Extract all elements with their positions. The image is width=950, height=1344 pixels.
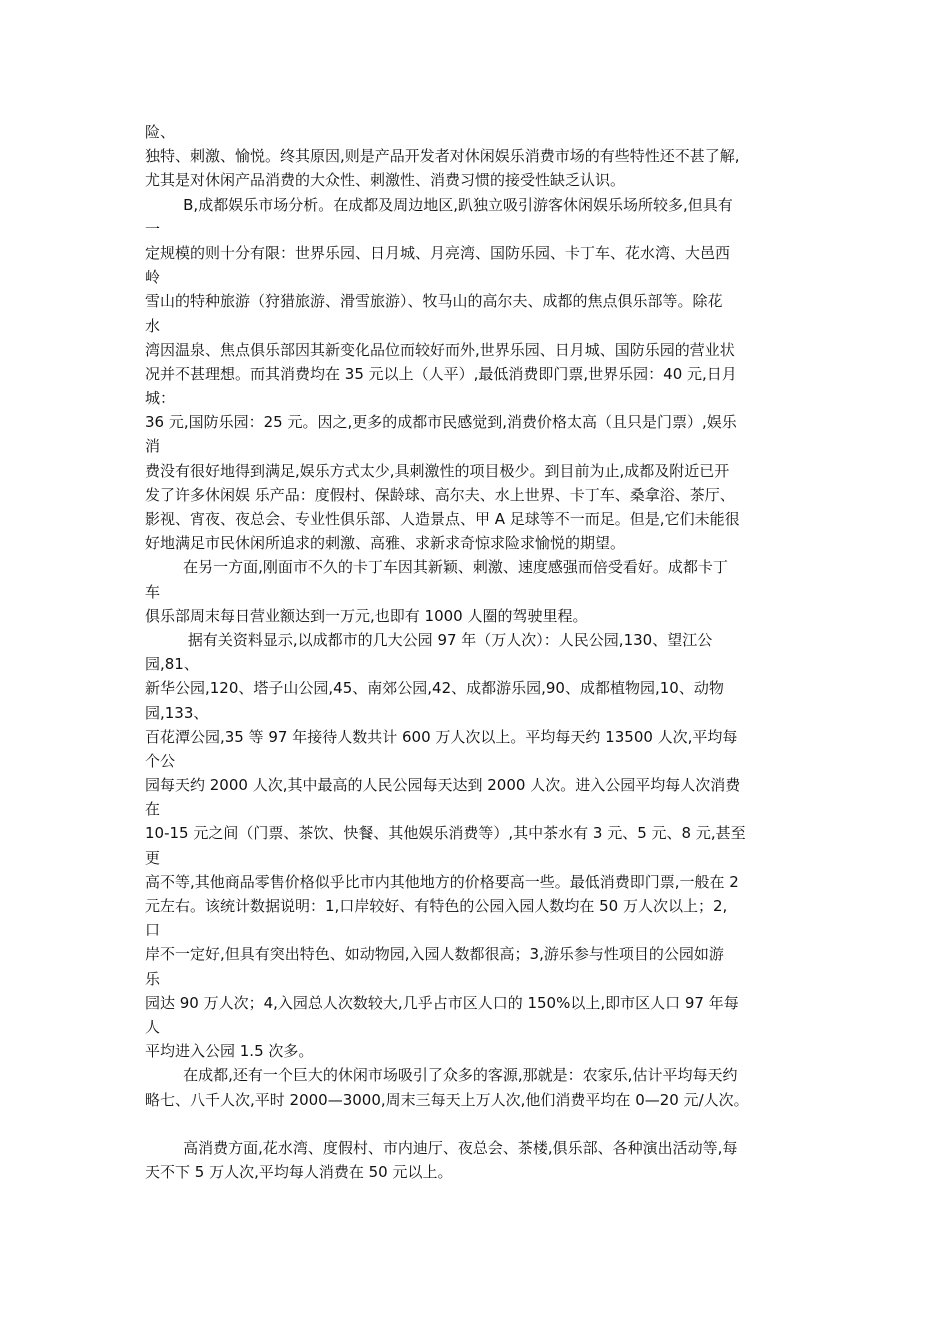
- text-line: 园,133、: [145, 703, 209, 722]
- text-line: 消: [145, 437, 161, 456]
- text-line: 车: [145, 582, 161, 601]
- text-line: 水: [145, 316, 161, 335]
- text-line: 平均进入公园 1.5 次多。: [145, 1042, 314, 1061]
- text-line: 新华公园,120、塔子山公园,45、南郊公园,42、成都游乐园,90、成都植物园,10、动物: [145, 679, 724, 698]
- text-line: 百花潭公园,35 等 97 年接待人数共计 600 万人次以上。平均每天约 13500 人次,平均每: [145, 727, 738, 746]
- text-line: 尤其是对休闲产品消费的大众性、刺激性、消费习惯的接受性缺乏认识。: [145, 171, 626, 190]
- text-line: 据有关资料显示,以成都市的几大公园 97 年（万人次）：人民公园,130、望江公: [145, 630, 713, 649]
- text-line: 发了许多休闲娱 乐产品：度假村、保龄球、高尔夫、水上世界、卡丁车、桑拿浴、茶厅、: [145, 485, 735, 504]
- text-line: 高消费方面,花水湾、度假村、市内迪厅、夜总会、茶楼,俱乐部、各种演出活动等,每: [145, 1138, 738, 1157]
- text-line: 园每天约 2000 人次,其中最高的人民公园每天达到 2000 人次。进入公园平均每人次消费: [145, 776, 741, 795]
- text-line: 岸不一定好,但具有突出特色、如动物园,入园人数都很高；3,游乐参与性项目的公园如游: [145, 945, 724, 964]
- text-line: 园,81、: [145, 655, 199, 674]
- text-line: 在成都,还有一个巨大的休闲市场吸引了众多的客源,那就是：农家乐,估计平均每天约: [145, 1066, 738, 1085]
- text-line: 影视、宵夜、夜总会、专业性俱乐部、人造景点、甲 A 足球等不一而足。但是,它们未能很: [145, 510, 740, 528]
- text-line: 元左右。该统计数据说明：1,口岸较好、有特色的公园入园人数均在 50 万人次以上；2,: [145, 897, 728, 915]
- text-line: 岭: [145, 268, 161, 287]
- text-line: 乐: [145, 969, 161, 988]
- text-line: 湾因温泉、焦点俱乐部因其新变化品位而较好而外,世界乐园、日月城、国防乐园的营业状: [145, 340, 735, 359]
- text-line: 略七、八千人次,平时 2000—3000,周末三每天上万人次,他们消费平均在 0—20 元/人次。: [145, 1090, 749, 1109]
- text-line: 定规模的则十分有限：世界乐园、日月城、月亮湾、国防乐园、卡丁车、花水湾、大邑西: [145, 243, 731, 262]
- body-text: [145, 120, 815, 1184]
- text-line: 更: [145, 848, 161, 867]
- text-line: 一: [145, 219, 161, 238]
- text-line: B,成都娱乐市场分析。在成都及周边地区,趴独立吸引游客休闲娱乐场所较多,但具有: [145, 195, 733, 214]
- text-line: 好地满足市民休闲所追求的刺激、高雅、求新求奇惊求险求愉悦的期望。: [145, 534, 626, 553]
- text-line: 口: [145, 921, 161, 940]
- text-line: [145, 1112, 815, 1136]
- text-line: 独特、刺激、愉悦。终其原因,则是产品开发者对休闲娱乐消费市场的有些特性还不甚了解,: [145, 147, 740, 166]
- text-line: 城：: [145, 389, 176, 408]
- text-line: 天不下 5 万人次,平均每人消费在 50 元以上。: [145, 1163, 453, 1182]
- text-line: 在另一方面,刚面市不久的卡丁车因其新颖、刺激、速度感强而倍受看好。成都卡丁: [145, 558, 728, 577]
- text-line: 高不等,其他商品零售价格似乎比市内其他地方的价格要高一些。最低消费即门票,一般在 2: [145, 872, 739, 891]
- text-line: 人: [145, 1017, 161, 1036]
- text-line: 园达 90 万人次；4,入园总人次数较大,几乎占市区人口的 150%以上,即市区人口 97 年每: [145, 993, 739, 1012]
- text-line: 10-15 元之间（门票、茶饮、快餐、其他娱乐消费等）,其中茶水有 3 元、5 元、8 元,甚至: [145, 824, 746, 843]
- text-line: 36 元,国防乐园：25 元。因之,更多的成都市民感觉到,消费价格太高（且只是门票）,娱乐: [145, 413, 737, 432]
- text-line: 个公: [145, 751, 176, 770]
- text-line: 险、: [145, 123, 176, 141]
- text-line: 俱乐部周末每日营业额达到一万元,也即有 1000 人圈的驾驶里程。: [145, 606, 588, 625]
- text-line: 费没有很好地得到满足,娱乐方式太少,具刺激性的项目极少。到目前为止,成都及附近已开: [145, 461, 730, 480]
- text-line: 况并不甚理想。而其消费均在 35 元以上（人平）,最低消费即门票,世界乐园：40 元,日月: [145, 364, 737, 383]
- text-line: 雪山的特种旅游（狩猎旅游、滑雪旅游）、牧马山的高尔夫、成都的焦点俱乐部等。除花: [145, 292, 723, 311]
- text-line: 在: [145, 800, 161, 819]
